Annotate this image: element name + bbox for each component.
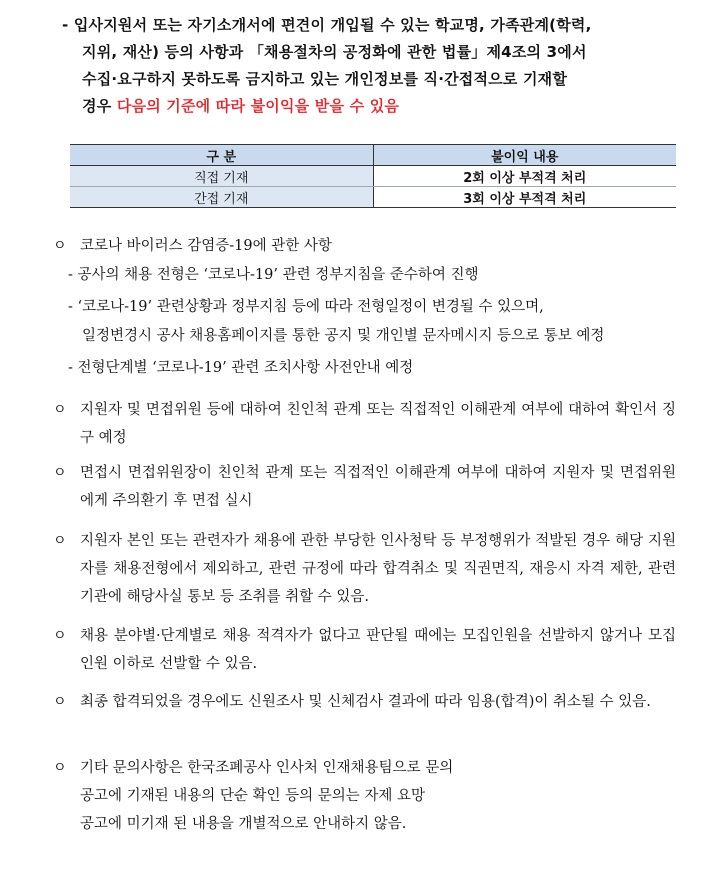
bullet-icon: ㅇ: [53, 533, 67, 549]
penalty-category: 직접 기재: [70, 166, 373, 187]
bullet-icon: ㅇ: [53, 238, 67, 254]
notice-item: [0, 622, 706, 678]
notice-text: 면접시 면접위원장이 친인척 관계 또는 직접적인 이해관계 여부에 대하여 지원자 및 면접위원에게 주의환기 후 면접 실시: [80, 465, 676, 509]
covid-item: - 전형단계별 ‘코로나-19’ 관련 조치사항 사전안내 예정: [68, 360, 414, 376]
penalty-table: [70, 144, 676, 208]
penalty-category: 간접 기재: [70, 187, 373, 208]
covid-title: 코로나 바이러스 감염증-19에 관한 사항: [80, 238, 332, 254]
intro-line-last: [62, 93, 682, 120]
notice-text: 지원자 본인 또는 관련자가 채용에 관한 부당한 인사청탁 등 부정행위가 적발된 경우 해당 지원자를 채용전형에서 제외하고, 관련 규정에 따라 합격취소 및 직권면직, 재응시 자격 제한, 관련기관에 해당사실 통보 등 조취를 취할 수 있음.: [80, 533, 676, 605]
table-row: [70, 187, 676, 208]
intro-last-prefix: 경우: [82, 97, 117, 115]
intro-warning-text: 다음의 기준에 따라 불이익을 받을 수 있음: [116, 97, 400, 115]
covid-item: 일정변경시 공사 채용홈페이지를 통한 공지 및 개인별 문자메시지 등으로 통보 예정: [82, 328, 605, 344]
contact-line: 공고에 기재된 내용의 단순 확인 등의 문의는 자제 요망: [80, 788, 426, 804]
intro-line: 지위, 재산) 등의 사항과 「채용절차의 공정화에 관한 법률」제4조의 3에서: [82, 43, 587, 61]
notice-text: 최종 합격되었을 경우에도 신원조사 및 신체검사 결과에 따라 임용(합격)이 취소될 수 있음.: [80, 694, 651, 710]
covid-item: - 공사의 채용 전형은 ‘코로나-19’ 관련 정부지침을 준수하여 진행: [68, 267, 479, 283]
bullet-icon: ㅇ: [53, 402, 67, 418]
penalty-header-category: 구 분: [70, 145, 373, 166]
notice-item: [0, 527, 706, 611]
bullet-icon: ㅇ: [53, 760, 67, 776]
notice-item: [0, 459, 706, 515]
notice-item: [0, 688, 706, 716]
contact-section: [0, 754, 706, 838]
intro-line: - 입사지원서 또는 자기소개서에 편견이 개입될 수 있는 학교명, 가족관계(학력,: [62, 16, 592, 34]
bullet-icon: ㅇ: [53, 465, 67, 481]
penalty-content: 2회 이상 부적격 처리: [373, 166, 676, 187]
penalty-content: 3회 이상 부적격 처리: [373, 187, 676, 208]
bullet-icon: ㅇ: [53, 628, 67, 644]
covid-section: [0, 232, 706, 260]
intro-line: 수집·요구하지 못하도록 금지하고 있는 개인정보를 직·간접적으로 기재할: [82, 70, 568, 88]
notice-text: 채용 분야별·단계별로 채용 적격자가 없다고 판단될 때에는 모집인원을 선발하지 않거나 모집인원 이하로 선발할 수 있음.: [80, 628, 676, 672]
intro-paragraph: [62, 12, 682, 120]
covid-item: - ‘코로나-19’ 관련상황과 정부지침 등에 따라 전형일정이 변경될 수 있으며,: [68, 299, 544, 315]
notice-text: 지원자 및 면접위원 등에 대하여 친인척 관계 또는 직접적인 이해관계 여부에 대하여 확인서 징구 예정: [80, 402, 676, 446]
bullet-icon: ㅇ: [53, 694, 67, 710]
penalty-header-content: 불이익 내용: [373, 145, 676, 166]
contact-line: 기타 문의사항은 한국조폐공사 인사처 인재채용팀으로 문의: [80, 760, 454, 776]
notice-item: [0, 396, 706, 452]
table-row: [70, 166, 676, 187]
contact-line: 공고에 미기재 된 내용을 개별적으로 안내하지 않음.: [80, 816, 407, 832]
